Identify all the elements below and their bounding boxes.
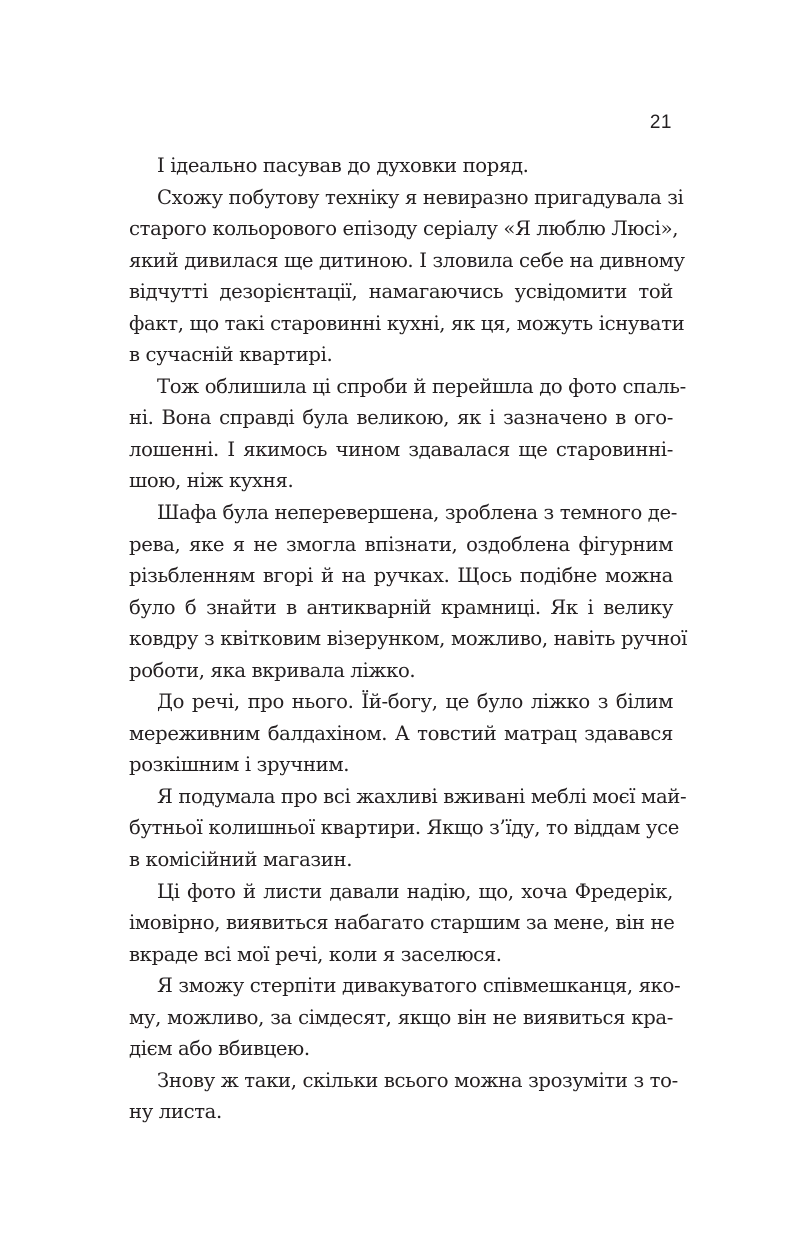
text-line-content: в комісійний магазин. [129,848,353,872]
text-line-content: Знову ж таки, скільки всього можна зрозуміти з то- [157,1068,678,1092]
text-line [129,465,673,497]
text-line-content: ні. Вона справді була великою, як і зазначено в ого- [129,406,673,430]
text-line [129,907,673,939]
text-line-content: який дивилася ще дитиною. І зловила себе на дивному [129,248,685,272]
text-line-content: Я зможу стерпіти дивакуватого співмешканця, яко- [157,974,681,998]
text-line-content: шою, ніж кухня. [129,469,294,493]
text-line-content: До речі, про нього. Їй-богу, це було ліжко з білим [157,690,673,714]
text-line-content: дієм або вбивцею. [129,1037,310,1061]
text-line [129,560,673,592]
body-text [129,150,688,1128]
text-line-content: Ці фото й листи давали надію, що, хоча Фредерік, [157,879,673,903]
text-line [129,150,673,182]
text-line [129,1002,673,1034]
text-line-content: бутньої колишньої квартири. Якщо з’їду, то віддам усе [129,816,679,840]
text-line [129,844,673,876]
text-line [129,1033,673,1065]
text-line-content: в сучасній квартирі. [129,343,333,367]
text-line-content: роботи, яка вкривала ліжко. [129,658,416,682]
text-line [129,529,673,561]
text-line-content: Тож облишила ці спроби й перейшла до фото спаль- [157,374,686,398]
text-line-content: рева, яке я не змогла впізнати, оздоблена фігурним [129,532,673,556]
text-line [129,276,673,308]
text-line-content: лошенні. І якимось чином здавалася ще старовинні- [129,437,673,461]
text-line-content: Я подумала про всі жахливі вживані меблі моєї май- [157,784,687,808]
text-line [129,876,673,908]
text-line-content: ну листа. [129,1100,222,1124]
text-line-content: Схожу побутову техніку я невиразно пригадувала зі [157,185,684,209]
text-line-content: старого кольорового епізоду серіалу «Я люблю Люсі», [129,217,679,241]
text-line-content: ковдру з квітковим візерунком, можливо, навіть ручної [129,627,688,651]
text-line-content: Шафа була неперевершена, зроблена з темного де- [157,501,677,525]
text-line [129,1096,673,1128]
text-line-content: було б знайти в антикварній крамниці. Як і велику [129,595,673,619]
text-line-content: факт, що такі старовинні кухні, як ця, можуть існувати [129,311,685,335]
text-line [129,655,673,687]
text-line-content: І ідеально пасував до духовки поряд. [157,154,529,177]
text-line-content: мереживним балдахіном. А товстий матрац здавався [129,721,673,745]
text-line-content: розкішним і зручним. [129,753,350,777]
text-line-content: вкраде всі мої речі, коли я заселюся. [129,942,502,966]
text-line-content: різьбленням вгорі й на ручках. Щось подібне можна [129,564,673,588]
text-line [129,497,677,529]
text-line [129,308,685,340]
text-line [129,781,687,813]
text-line [129,339,673,371]
text-line [129,371,686,403]
text-line [129,245,685,277]
text-line [129,213,679,245]
text-line [129,939,673,971]
text-line [129,402,673,434]
text-line-content: му, можливо, за сімдесят, якщо він не виявиться кра- [129,1005,673,1029]
text-line-content: відчутті дезорієнтації, намагаючись усвідомити той [129,280,673,304]
text-line [129,592,673,624]
text-line [129,970,681,1002]
text-line [129,718,673,750]
text-line [129,434,673,466]
text-line [129,749,673,781]
page-number: 21 [649,112,672,133]
text-line-content: імовірно, виявиться набагато старшим за мене, він не [129,911,675,935]
text-line [129,1065,678,1097]
text-line [129,182,684,214]
text-line [129,623,688,655]
text-line [129,812,679,844]
text-line [129,686,673,718]
